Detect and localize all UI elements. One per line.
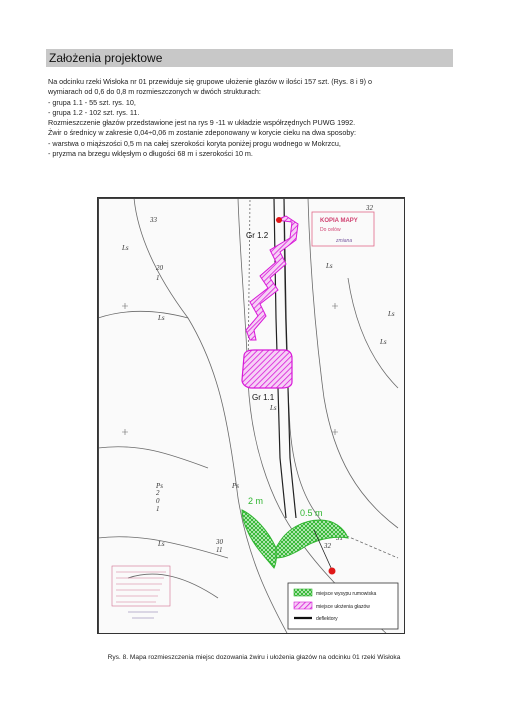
body-line: - warstwa o miąższości 0,5 m na całej szerokości koryta poniżej progu wodnego w Mokrzcu, xyxy=(48,138,341,148)
parcel-number: 1 xyxy=(156,505,160,513)
parcel-number: 2 xyxy=(156,489,160,497)
parcel-number: 0 xyxy=(156,497,160,505)
parcel-number: 20 xyxy=(156,264,163,272)
parcel-number: 32 xyxy=(324,542,331,550)
copy-stamp xyxy=(312,212,374,246)
parcel-number: 11 xyxy=(216,546,223,554)
legend-swatch-gravel xyxy=(294,589,312,596)
site-map xyxy=(97,197,405,634)
parcel-number: Ls xyxy=(122,244,129,252)
grid-crosses xyxy=(122,303,338,435)
label-05m: 0.5 m xyxy=(300,508,323,518)
parcel-number: Ls xyxy=(270,404,277,412)
parcel-number: 31 xyxy=(336,534,343,542)
stamp-title: KOPIA MAPY xyxy=(320,218,358,224)
legend-gravel-label: miejsce wysypu rumowiska xyxy=(316,591,377,597)
parcel-number: Ls xyxy=(158,540,165,548)
parcel-number: Ps xyxy=(156,482,163,490)
parcel-number: Ls xyxy=(326,262,333,270)
end-marker xyxy=(329,568,336,575)
parcel-number: 32 xyxy=(366,204,373,212)
body-line: Rozmieszczenie głazów przedstawione jest na rys 9 -11 w układzie współrzędnych PUWG 1992. xyxy=(48,118,356,128)
parcel-number: Ps xyxy=(232,482,239,490)
body-text xyxy=(48,77,458,159)
parcel-number: Ls xyxy=(380,338,387,346)
parcel-number: Ls xyxy=(388,310,395,318)
map-drawing xyxy=(98,198,405,634)
body-line: Na odcinku rzeki Wisłoka nr 01 przewiduje się grupowe ułożenie głazów w ilości 157 szt. (Rys. 8 i 9) o xyxy=(48,77,372,86)
body-line: - grupa 1.2 - 102 szt. rys. 11. xyxy=(48,107,140,117)
body-line: wymiarach od 0,6 do 0,8 m rozmieszczonych w dwóch strukturach: xyxy=(48,87,261,97)
parcel-number: Ls xyxy=(158,314,165,322)
terrain-lines xyxy=(98,198,398,634)
body-line: - grupa 1.1 - 55 szt. rys. 10, xyxy=(48,97,136,107)
legend-boulders-label: miejsce ułożenia głazów xyxy=(316,604,370,610)
stamp-subtitle: Do celów xyxy=(320,227,341,233)
survey-stamp xyxy=(112,566,170,618)
body-line: - pryzma na brzegu wklęsłym o długości 68 m i szerokości 10 m. xyxy=(48,149,253,159)
figure-caption: Rys. 8. Mapa rozmieszczenia miejsc dozowania żwiru i ułożenia głazów na odcinku 01 rzeki Wisłoka xyxy=(107,654,401,661)
section-header: Założenia projektowe xyxy=(46,49,453,67)
label-gr-11: Gr 1.1 xyxy=(252,393,275,402)
start-marker xyxy=(276,217,282,223)
legend-swatch-boulders xyxy=(294,602,312,609)
parcel-number: 1 xyxy=(156,274,160,282)
map-legend xyxy=(288,583,398,629)
body-line: Żwir o średnicy w zakresie 0,04÷0,06 m zostanie zdeponowany w korycie cieku na dwa sposoby: xyxy=(48,128,356,138)
legend-deflectors-label: deflektory xyxy=(316,616,338,622)
boulder-group-11-shape xyxy=(242,350,292,388)
label-2m: 2 m xyxy=(248,496,264,506)
parcel-number: 33 xyxy=(150,216,157,224)
parcel-number: 30 xyxy=(216,538,223,546)
label-gr-12: Gr 1.2 xyxy=(246,231,269,240)
stamp-note: zmiana xyxy=(336,238,353,244)
